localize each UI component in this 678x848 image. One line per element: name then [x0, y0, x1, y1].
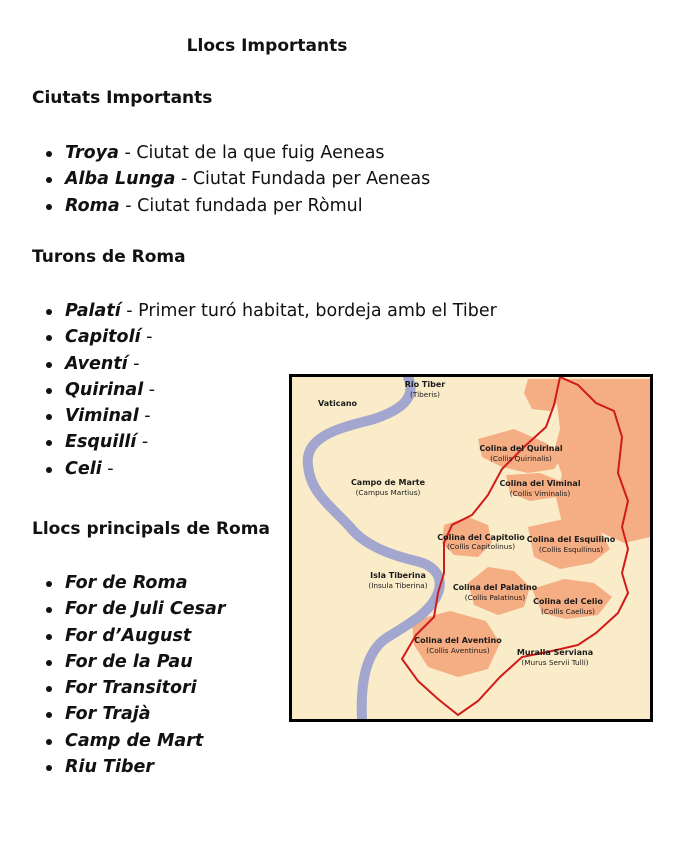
- map-label-campo-marte: Campo de Marte: [350, 478, 426, 487]
- map-label-viminal-latin: (Collis Viminalis): [509, 489, 571, 498]
- item-term: For Transitori: [65, 678, 197, 699]
- list-item: [32, 649, 225, 675]
- item-term: Roma: [65, 195, 120, 216]
- hill-east-area: [554, 379, 650, 543]
- map-label-vaticano: Vaticano: [318, 399, 358, 408]
- map-label-muralla: Muralla Serviana: [516, 648, 594, 657]
- item-desc: - Ciutat Fundada per Aeneas: [175, 169, 431, 190]
- item-term: Troya: [65, 143, 119, 163]
- list-item: [32, 623, 225, 649]
- item-desc: -: [127, 353, 140, 374]
- item-desc: -: [101, 458, 114, 479]
- item-desc: - Primer turó habitat, bordeja amb el Tiber: [120, 301, 497, 321]
- rome-map: [289, 374, 653, 722]
- map-label-palatino-latin: (Collis Palatinus): [464, 593, 526, 602]
- list-item: [32, 166, 430, 192]
- document-title: Llocs Importants: [186, 36, 348, 56]
- list-item: [32, 596, 225, 622]
- list-ciutats: [32, 140, 430, 219]
- list-item: [32, 701, 225, 727]
- map-label-celio-latin: (Collis Caelius): [541, 607, 595, 616]
- map-label-rio-tiber-latin: (Tiberis): [410, 390, 440, 399]
- map-label-quirinal: Colina del Quirinal: [479, 444, 563, 453]
- item-term: For de Roma: [65, 573, 188, 593]
- list-item: [32, 728, 225, 754]
- list-item: [32, 193, 430, 219]
- item-term: Esquillí: [65, 432, 137, 453]
- item-term: For de Juli Cesar: [65, 599, 226, 620]
- list-item: [32, 754, 225, 780]
- map-label-muralla-latin: (Murus Servii Tulli): [521, 658, 589, 667]
- item-term: Aventí: [65, 353, 128, 374]
- map-label-quirinal-latin: (Collis Quirinalis): [490, 454, 552, 463]
- section-heading-llocs: Llocs principals de Roma: [32, 519, 270, 539]
- item-term: For de la Pau: [65, 651, 193, 672]
- map-label-aventino: Colina del Aventino: [414, 636, 502, 645]
- item-desc: -: [136, 432, 149, 453]
- item-desc: - Ciutat fundada per Ròmul: [119, 195, 363, 216]
- list-item: [32, 570, 225, 596]
- list-item: [32, 351, 497, 377]
- map-label-capitolio: Colina del Capitolio: [437, 533, 525, 542]
- map-label-campo-marte-latin: (Campus Martius): [355, 488, 421, 497]
- item-term: Capitolí: [65, 327, 141, 348]
- item-term: For Trajà: [65, 704, 151, 725]
- item-term: For d’August: [65, 625, 192, 646]
- map-label-isla-latin: (Insula Tiberina): [368, 581, 428, 590]
- item-desc: -: [138, 406, 151, 427]
- item-desc: -: [140, 327, 153, 348]
- map-label-rio-tiber: Rio Tiber: [404, 380, 446, 389]
- list-llocs: [32, 570, 225, 780]
- list-item: [32, 298, 497, 324]
- map-label-esquilino: Colina del Esquilino: [526, 535, 616, 544]
- list-item: [32, 324, 497, 350]
- section-heading-ciutats: Ciutats Importants: [32, 88, 213, 108]
- map-label-capitolio-latin: (Collis Capitolinus): [446, 542, 516, 551]
- item-term: Riu Tiber: [65, 757, 154, 778]
- map-label-celio: Colina del Celio: [533, 597, 603, 606]
- map-label-viminal: Colina del Viminal: [499, 479, 581, 488]
- item-term: Celi: [65, 458, 102, 479]
- list-item: [32, 140, 430, 166]
- item-term: Quirinal: [65, 379, 144, 400]
- item-term: Alba Lunga: [65, 169, 176, 190]
- item-term: Palatí: [65, 301, 121, 321]
- item-desc: -: [143, 379, 156, 400]
- map-label-aventino-latin: (Collis Aventinus): [426, 646, 490, 655]
- map-label-esquilino-latin: (Collis Esquilinus): [538, 545, 604, 554]
- item-term: Camp de Mart: [65, 730, 204, 751]
- list-item: [32, 675, 225, 701]
- map-label-palatino: Colina del Palatino: [452, 583, 538, 592]
- map-label-isla: Isla Tiberina: [370, 571, 426, 580]
- section-heading-turons: Turons de Roma: [32, 247, 186, 267]
- item-term: Viminal: [65, 406, 139, 427]
- item-desc: - Ciutat de la que fuig Aeneas: [118, 143, 385, 163]
